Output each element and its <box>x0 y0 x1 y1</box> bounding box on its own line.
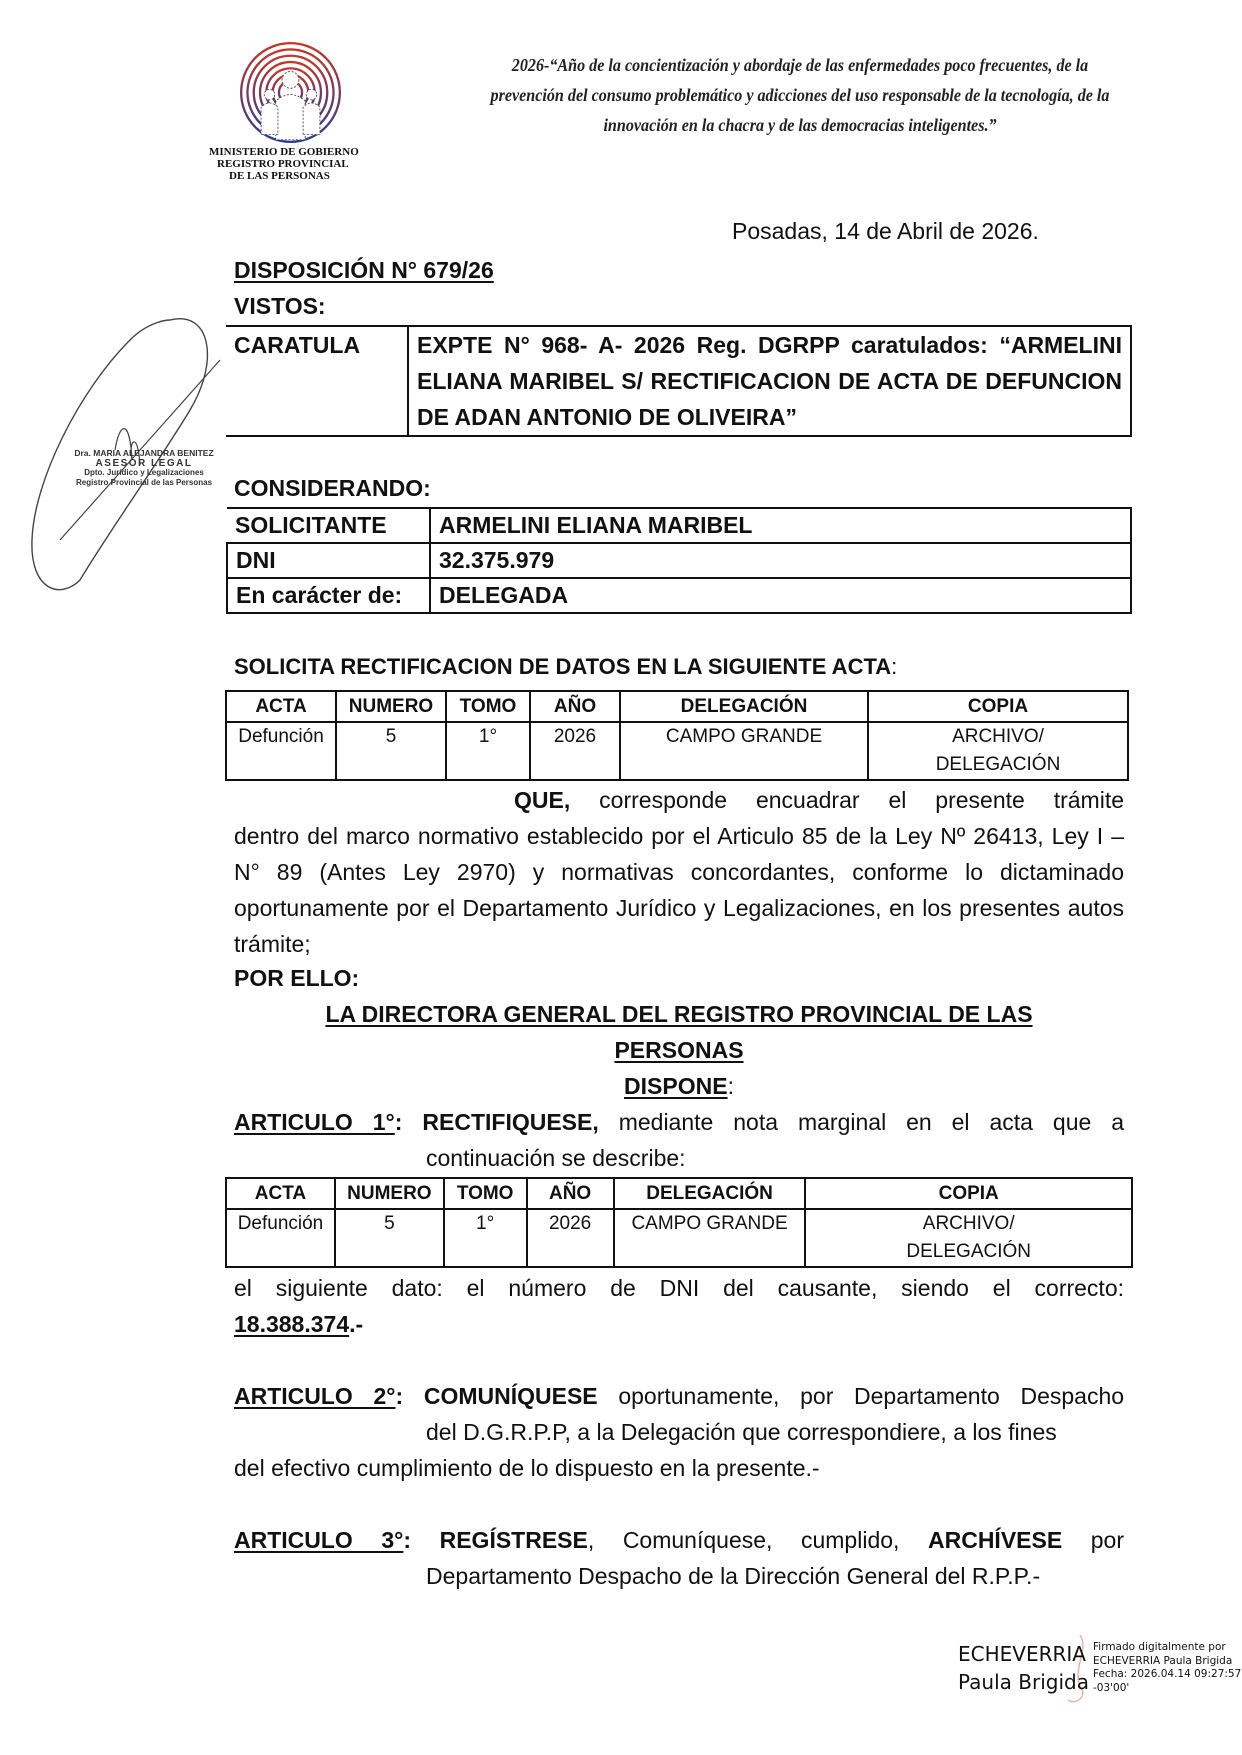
directora-heading <box>234 996 1124 1104</box>
article-3-text-end: por <box>1090 1527 1124 1553</box>
applicant-value: ARMELINI ELIANA MARIBEL <box>430 508 1131 543</box>
article-2-text: oportunamente, por Departamento Despacho <box>618 1383 1125 1409</box>
signer-surname: ECHEVERRIA <box>958 1642 1086 1666</box>
que-first-line <box>234 782 1124 818</box>
rectification-request-text: SOLICITA RECTIFICACION DE DATOS EN LA SIGUIENTE ACTA <box>234 654 892 679</box>
colon: : <box>394 1109 403 1135</box>
article-2-action: COMUNÍQUESE <box>423 1383 598 1409</box>
cell-acta: Defunción <box>226 722 336 780</box>
caratula-value: EXPTE N° 968- A- 2026 Reg. DGRPP caratulados: “ARMELINI ELIANA MARIBEL S/ RECTIFICACION DE ACTA DE DEFUNCION DE ADAN ANTONIO DE OLIVEIRA” <box>408 326 1131 436</box>
que-paragraph <box>234 782 1124 962</box>
col-acta: ACTA <box>226 1178 335 1209</box>
table-row <box>227 543 1131 578</box>
directora-line: LA DIRECTORA GENERAL DEL REGISTRO PROVINCIAL DE LAS <box>325 1001 1033 1027</box>
article-1-continuation: continuación se describe: <box>426 1145 686 1171</box>
cell-copia: ARCHIVO/ DELEGACIÓN <box>868 722 1128 780</box>
signature-info-line: ECHEVERRIA Paula Brigida <box>1093 1654 1233 1667</box>
caratula-label: CARATULA <box>226 326 408 436</box>
colon: : <box>403 1527 412 1553</box>
article-2-continuation: del D.G.R.P.P, a la Delegación que correspondiere, a los fines <box>426 1419 1057 1445</box>
que-lead: QUE, <box>514 787 571 813</box>
col-anio: AÑO <box>527 1178 614 1209</box>
colon: : <box>727 1073 734 1099</box>
cell-tomo: 1° <box>444 1209 527 1267</box>
motto-line: innovación en la chacra y de las democracias inteligentes.” <box>603 115 997 135</box>
cell-numero: 5 <box>336 722 446 780</box>
cell-delegacion: CAMPO GRANDE <box>620 722 868 780</box>
signature-info-line: -03'00' <box>1093 1681 1130 1694</box>
motto-line: prevención del consumo problemático y adicciones del uso responsable de la tecnología, de la <box>490 85 1110 105</box>
table-header-row <box>226 691 1128 722</box>
fingerprint-people-logo-icon <box>238 40 343 145</box>
stamp-line: Dra. MARIA ALEJANDRA BENITEZ <box>74 448 214 458</box>
signature-info-line: Fecha: 2026.04.14 09:27:57 <box>1093 1668 1242 1680</box>
role-label-text: En carácter de: <box>236 582 403 608</box>
article-3-text: , Comuníquese, cumplido, <box>587 1527 900 1553</box>
stamp-line: Dpto. Jurídico y Legalizaciones <box>84 468 204 477</box>
ministry-line: REGISTRO PROVINCIAL <box>217 158 349 170</box>
applicant-label: SOLICITANTE <box>227 508 430 543</box>
directora-line: PERSONAS <box>614 1037 744 1063</box>
stamp-line: ASESOR LEGAL <box>95 457 193 469</box>
legal-advisor-stamp <box>64 449 224 487</box>
caratula-table <box>226 325 1132 437</box>
por-ello-heading: POR ELLO: <box>234 965 360 991</box>
stamp-line: Registro Provincial de las Personas <box>75 477 213 487</box>
table-row <box>226 722 1128 780</box>
que-first-text: corresponde encuadrar el presente trámite <box>599 787 1125 813</box>
role-value: DELEGADA <box>430 578 1131 613</box>
signer-given-names: Paula Brigida <box>958 1670 1089 1694</box>
cell-numero: 5 <box>335 1209 444 1267</box>
col-copia: COPIA <box>868 691 1128 722</box>
table-header-row <box>226 1178 1132 1209</box>
colon: : <box>891 654 898 679</box>
digital-signature-info <box>1093 1641 1241 1695</box>
ministry-name <box>205 146 390 182</box>
rectification-request-heading <box>234 654 897 680</box>
cell-anio: 2026 <box>530 722 620 780</box>
cell-copia: ARCHIVO/ DELEGACIÓN <box>805 1209 1132 1267</box>
article-2-label: ARTICULO 2° <box>234 1383 396 1409</box>
article-1-text: mediante nota marginal en el acta que a <box>618 1109 1125 1135</box>
table-row <box>227 578 1131 613</box>
vistos-heading: VISTOS: <box>234 293 326 319</box>
article-2-end: del efectivo cumplimiento de lo dispuesto en la presente.- <box>234 1455 820 1481</box>
document-date: Posadas, 14 de Abril de 2026. <box>732 218 1039 244</box>
que-rest: dentro del marco normativo establecido por el Articulo 85 de la Ley Nº 26413, Ley I – N° 89 (Antes Ley 2970) y normativas concordantes, conforme lo dictaminado oportunamente por el Departamento Jurídico y Legalizaciones, en los presentes autos trámite; <box>234 823 1124 957</box>
article-3 <box>234 1522 1124 1558</box>
considerando-heading: CONSIDERANDO: <box>234 475 431 501</box>
signer-name <box>958 1640 1089 1696</box>
col-tomo: TOMO <box>444 1178 527 1209</box>
colon: : <box>395 1383 404 1409</box>
dispone-heading: DISPONE <box>624 1073 728 1099</box>
col-tomo: TOMO <box>446 691 530 722</box>
dni-suffix: .- <box>349 1311 364 1337</box>
col-numero: NUMERO <box>335 1178 444 1209</box>
cell-acta: Defunción <box>226 1209 335 1267</box>
cell-delegacion: CAMPO GRANDE <box>614 1209 806 1267</box>
role-label <box>227 578 430 613</box>
col-anio: AÑO <box>530 691 620 722</box>
dni-value: 32.375.979 <box>430 543 1131 578</box>
article-1-label: ARTICULO 1° <box>234 1109 395 1135</box>
correct-dni <box>234 1306 363 1342</box>
col-copia: COPIA <box>805 1178 1132 1209</box>
dni-label: DNI <box>227 543 430 578</box>
article-3-action-register: REGÍSTRESE <box>439 1527 588 1553</box>
col-numero: NUMERO <box>336 691 446 722</box>
col-delegacion: DELEGACIÓN <box>614 1178 806 1209</box>
motto-line: 2026-“Año de la concientización y abordaje de las enfermedades poco frecuentes, de la <box>511 55 1089 75</box>
ministry-line: DE LAS PERSONAS <box>229 170 330 182</box>
col-delegacion: DELEGACIÓN <box>620 691 868 722</box>
disposition-number: DISPOSICIÓN N° 679/26 <box>234 257 494 283</box>
table-row <box>227 508 1131 543</box>
article-3-action-archive: ARCHÍVESE <box>927 1527 1063 1553</box>
year-motto <box>478 50 1122 140</box>
cell-tomo: 1° <box>446 722 530 780</box>
rectified-data-text: el siguiente dato: el número de DNI del causante, siendo el correcto: <box>234 1275 1124 1301</box>
article-3-label: ARTICULO 3° <box>234 1527 404 1553</box>
article-1-action: RECTIFIQUESE, <box>422 1109 599 1135</box>
table-row <box>226 326 1131 436</box>
article-1 <box>234 1104 1124 1140</box>
correct-dni-value: 18.388.374 <box>234 1311 350 1337</box>
article-3-continuation: Departamento Despacho de la Dirección General del R.P.P.- <box>426 1563 1041 1589</box>
table-row <box>226 1209 1132 1267</box>
acta-table <box>225 690 1129 781</box>
ministry-line: MINISTERIO DE GOBIERNO <box>209 146 359 158</box>
cell-anio: 2026 <box>527 1209 614 1267</box>
article-2 <box>234 1378 1124 1414</box>
acta-table-rectified <box>225 1177 1133 1268</box>
applicant-table <box>226 507 1132 614</box>
col-acta: ACTA <box>226 691 336 722</box>
signature-info-line: Firmado digitalmente por <box>1093 1641 1226 1653</box>
